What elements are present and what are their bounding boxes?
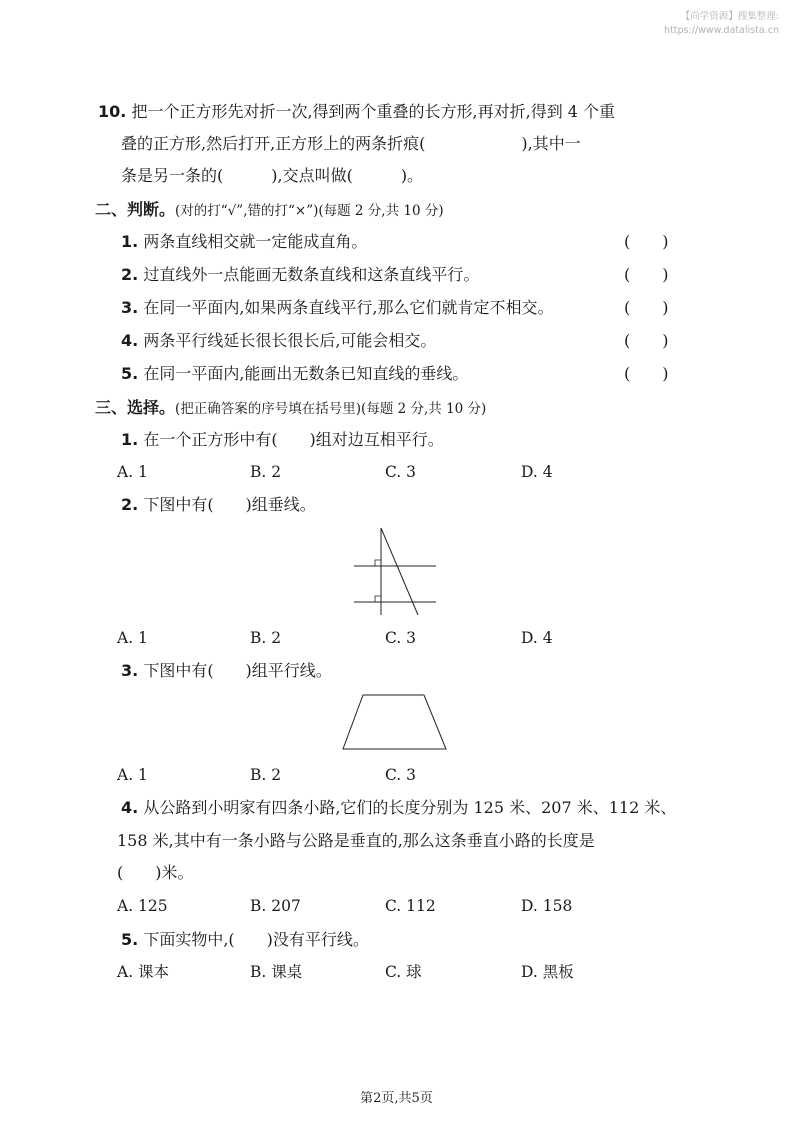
q5-option-d[interactable]: D. 黑板 [521, 963, 574, 981]
question-number: 3. [121, 661, 139, 680]
watermark-line1: 【尚学资源】搜集整理: [680, 11, 779, 22]
choice-question-5 [121, 929, 369, 951]
q4-option-c[interactable]: C. 112 [385, 897, 436, 915]
question-text: 下面实物中,( )没有平行线。 [143, 930, 369, 949]
trapezoid-figure [340, 692, 450, 754]
question-text: 下图中有( )组垂线。 [143, 495, 316, 514]
q3-option-c[interactable]: C. 3 [385, 766, 417, 784]
q4-text-line3: ( )米。 [117, 863, 194, 882]
judge-answer-blank-4[interactable]: ( ) [624, 331, 669, 350]
judge-answer-blank-2[interactable]: ( ) [624, 265, 669, 284]
watermark-url: https://www.datalista.cn [664, 25, 779, 36]
judge-item-text: 两条直线相交就一定能成直角。 [143, 232, 368, 251]
q4-option-b[interactable]: B. 207 [250, 897, 301, 915]
q10-text-line1: 把一个正方形先对折一次,得到两个重叠的长方形,再对折,得到 4 个重 [131, 102, 616, 121]
q3-option-b[interactable]: B. 2 [250, 766, 282, 784]
choice-question-3 [121, 660, 332, 682]
question-number: 1. [121, 430, 139, 449]
judge-answer-blank-1[interactable]: ( ) [624, 232, 669, 251]
judge-item-number: 4. [121, 331, 139, 350]
q1-option-c[interactable]: C. 3 [385, 463, 417, 481]
question-number: 4. [121, 798, 139, 817]
judge-item-number: 1. [121, 232, 139, 251]
choice-question-2 [121, 494, 316, 516]
section3-heading [95, 397, 486, 420]
q5-option-a[interactable]: A. 课本 [117, 963, 170, 981]
q2-option-c[interactable]: C. 3 [385, 629, 417, 647]
q5-option-c[interactable]: C. 球 [385, 963, 422, 981]
judge-item-2 [121, 264, 479, 286]
section3-title: 三、选择。 [95, 398, 176, 417]
section2-note: (对的打“√”,错的打“×”)(每题 2 分,共 10 分) [175, 203, 444, 219]
choice-question-1 [121, 429, 444, 451]
choice-question-4 [121, 797, 676, 819]
q10-line3: 条是另一条的( ),交点叫做( )。 [121, 166, 424, 185]
judge-item-5 [121, 363, 468, 385]
judge-item-text: 过直线外一点能画无数条直线和这条直线平行。 [143, 265, 480, 284]
q1-option-a[interactable]: A. 1 [117, 463, 148, 481]
question-number: 5. [121, 930, 139, 949]
q2-option-d[interactable]: D. 4 [521, 629, 553, 647]
judge-item-number: 5. [121, 364, 139, 383]
judge-item-number: 3. [121, 298, 139, 317]
judge-item-text: 在同一平面内,能画出无数条已知直线的垂线。 [143, 364, 469, 383]
q10-number: 10. [98, 102, 127, 121]
judge-item-number: 2. [121, 265, 139, 284]
q4-option-d[interactable]: D. 158 [521, 897, 573, 915]
question-text: 在一个正方形中有( )组对边互相平行。 [143, 430, 444, 449]
question-number: 2. [121, 495, 139, 514]
judge-answer-blank-5[interactable]: ( ) [624, 364, 669, 383]
section2-title: 二、判断。 [95, 200, 176, 219]
q2-option-b[interactable]: B. 2 [250, 629, 282, 647]
judge-item-1 [121, 231, 367, 253]
q2-option-a[interactable]: A. 1 [117, 629, 148, 647]
section3-note: (把正确答案的序号填在括号里)(每题 2 分,共 10 分) [175, 401, 487, 417]
perpendicular-lines-figure [350, 522, 440, 617]
judge-item-text: 两条平行线延长很长很长后,可能会相交。 [143, 331, 437, 350]
question-text: 下图中有( )组平行线。 [143, 661, 332, 680]
judge-item-4 [121, 330, 436, 352]
judge-answer-blank-3[interactable]: ( ) [624, 298, 669, 317]
question-text-line1: 从公路到小明家有四条小路,它们的长度分别为 125 米、207 米、112 米、 [143, 798, 677, 817]
q10-line1 [98, 101, 615, 123]
page-footer: 第2页,共5页 [360, 1091, 433, 1106]
q3-option-a[interactable]: A. 1 [117, 766, 148, 784]
section2-heading [95, 199, 444, 222]
judge-item-text: 在同一平面内,如果两条直线平行,那么它们就肯定不相交。 [143, 298, 554, 317]
watermark [664, 10, 779, 38]
q5-option-b[interactable]: B. 课桌 [250, 963, 303, 981]
q1-option-d[interactable]: D. 4 [521, 463, 553, 481]
judge-item-3 [121, 297, 554, 319]
q10-line2: 叠的正方形,然后打开,正方形上的两条折痕( ),其中一 [121, 134, 581, 153]
q4-text-line2: 158 米,其中有一条小路与公路是垂直的,那么这条垂直小路的长度是 [117, 831, 595, 850]
q4-option-a[interactable]: A. 125 [117, 897, 168, 915]
q1-option-b[interactable]: B. 2 [250, 463, 282, 481]
